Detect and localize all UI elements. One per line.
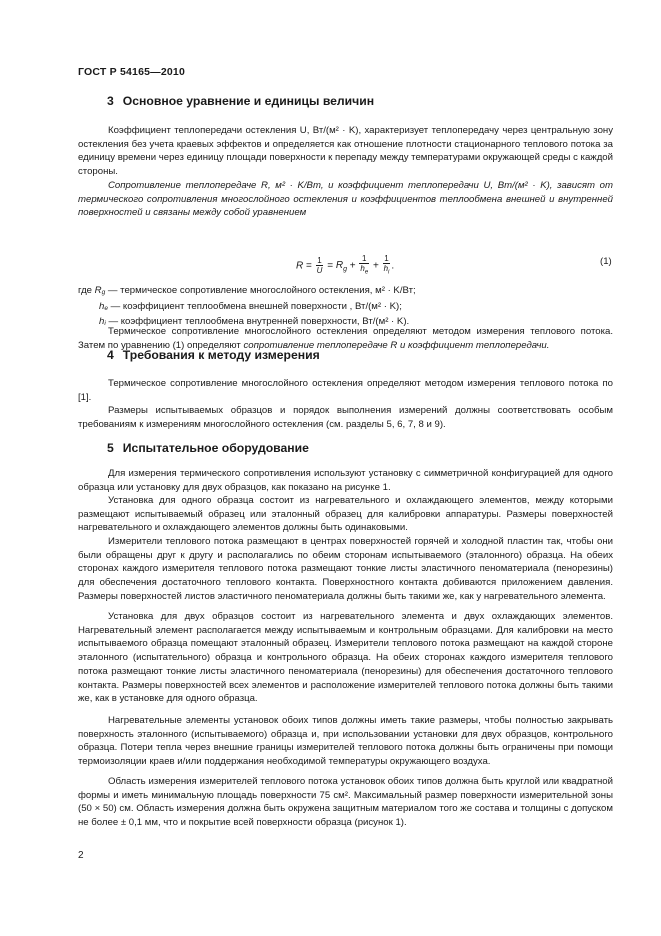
section-number: 5 (107, 441, 114, 455)
paragraph: Термическое сопротивление многослойного остекления определяют методом измерения теплового потока. Затем по уравнению (1) определяют сопротивление теплопередаче R и коэффициент теплопередачи. (78, 326, 613, 351)
paragraph: Установка для двух образцов состоит из нагревательного элемента и двух охлаждающих элементов. Нагревательный элемент располагается между испытываемым и контрольным образцами. Для калибровки на место испытываемого образца помещают эталонный образец. Измерители теплового потока размещают на каждой стороне эталонного (испытательного) образца и контрольного образца. На обеих сторонах каждого измерителя теплового потока размещают тонкие листы эластичного пеноматериала (пенорезины) для обеспечения достаточного теплового контакта. Размеры поверхностей всех элементов и расположение измерителей теплового потока должны быть такими же, как в установке для одного образца. (78, 611, 613, 705)
paragraph: Коэффициент теплопередачи остекления U, Вт/(м² · K), характеризует теплопередачу через центральную зону остекления без учета краевых эффектов и определяется как отношение плотности стационарного теплового потока за единицу времени через единицу площади поверхности к перепаду между температурами окружающей среды с каждой стороны. (78, 125, 613, 178)
definition-rg: где $R_g$ — термическое сопротивление многослойного остекления, м² · K/Вт; (78, 285, 416, 296)
standard-designation: ГОСТ Р 54165—2010 (78, 66, 186, 78)
paragraph: Термическое сопротивление многослойного остекления определяют методом измерения теплового потока по [1]. (78, 378, 613, 403)
symbol-definitions (78, 284, 613, 331)
paragraph: Для измерения термического сопротивления используют установку с симметричной конфигурацией для одного образца или установку для двух образцов, как показано на рисунке 1. (78, 468, 613, 493)
equation-1: R = $\frac{1}{U}$ = $R_g$ + $\frac{1}{h_e}$ + $\frac{1}{h_i}$ . (296, 254, 395, 276)
section-5-heading (107, 441, 309, 455)
page-number: 2 (78, 850, 84, 861)
paragraph: Измерители теплового потока размещают в центрах поверхностей горячей и холодной пластин так, чтобы они были обращены друг к другу и располагались по обеим сторонам испытываемого (эталонного) образца. На обеих сторонах каждого измерителя теплового потока размещают тонкие листы эластичного пеноматериала (пенорезины) для обеспечения достаточного теплового контакта. Поверхностного контакта добиваются приложением давления. Размеры поверхностей листов эластичного пеноматериала должны быть такими же, как у нагревательного элемента. (78, 536, 613, 602)
section-title: Испытательное оборудование (122, 441, 309, 455)
section-4-heading (107, 348, 320, 362)
definition-he: $h_e$ — коэффициент теплообмена внешней поверхности , Вт/(м² · K); (99, 300, 402, 312)
paragraph: Установка для одного образца состоит из нагревательного и охлаждающего элементов, между которыми размещают испытываемый образец или эталонный образец для калибровки аппаратуры. Размеры поверхностей нагревательного и охлаждающего элементов должны быть одинаковыми. (78, 495, 613, 534)
section-3-heading (107, 94, 374, 108)
section-title: Основное уравнение и единицы величин (122, 94, 375, 108)
paragraph: Сопротивление теплопередаче R, м² · K/Вт, и коэффициент теплопередачи U, Вт/(м² · K), зависят от термического сопротивления многослойного остекления и коэффициентов теплообмена внешней и внутренней поверхностей и связаны между собой уравнением (78, 180, 613, 219)
paragraph: Нагревательные элементы установок обоих типов должны иметь такие размеры, чтобы полностью закрывать поверхность эталонного (испытываемого) образца и, при использовании установки для двух образцов, контрольного образца. Потери тепла через внешние границы измерителей теплового потока должны быть ограничены при помощи термоизоляции краев и/или поддержания необходимой температуры окружающего воздуха. (78, 715, 613, 768)
paragraph: Размеры испытываемых образцов и порядок выполнения измерений должны соответствовать особым требованиям к измерениям многослойного остекления (см. разделы 5, 6, 7, 8 и 9). (78, 405, 613, 430)
equation-number: (1) (600, 256, 612, 267)
definition-hi: $h_i$ — коэффициент теплообмена внутренней поверхности, Вт/(м² · K). (99, 316, 410, 328)
section-title: Требования к методу измерения (122, 348, 320, 362)
paragraph: Область измерения измерителей теплового потока установок обоих типов должна быть круглой или квадратной формы и иметь минимальную площадь поверхности 75 см². Максимальный размер поверхности измерительной зоны (50 × 50) см. Область измерения должна быть окружена защитным материалом того же состава и толщины с допуском не более ± 0,1 мм, что и покрытие всей поверхности образца (рисунок 1). (78, 776, 613, 829)
section-number: 3 (107, 94, 114, 108)
section-number: 4 (107, 348, 114, 362)
